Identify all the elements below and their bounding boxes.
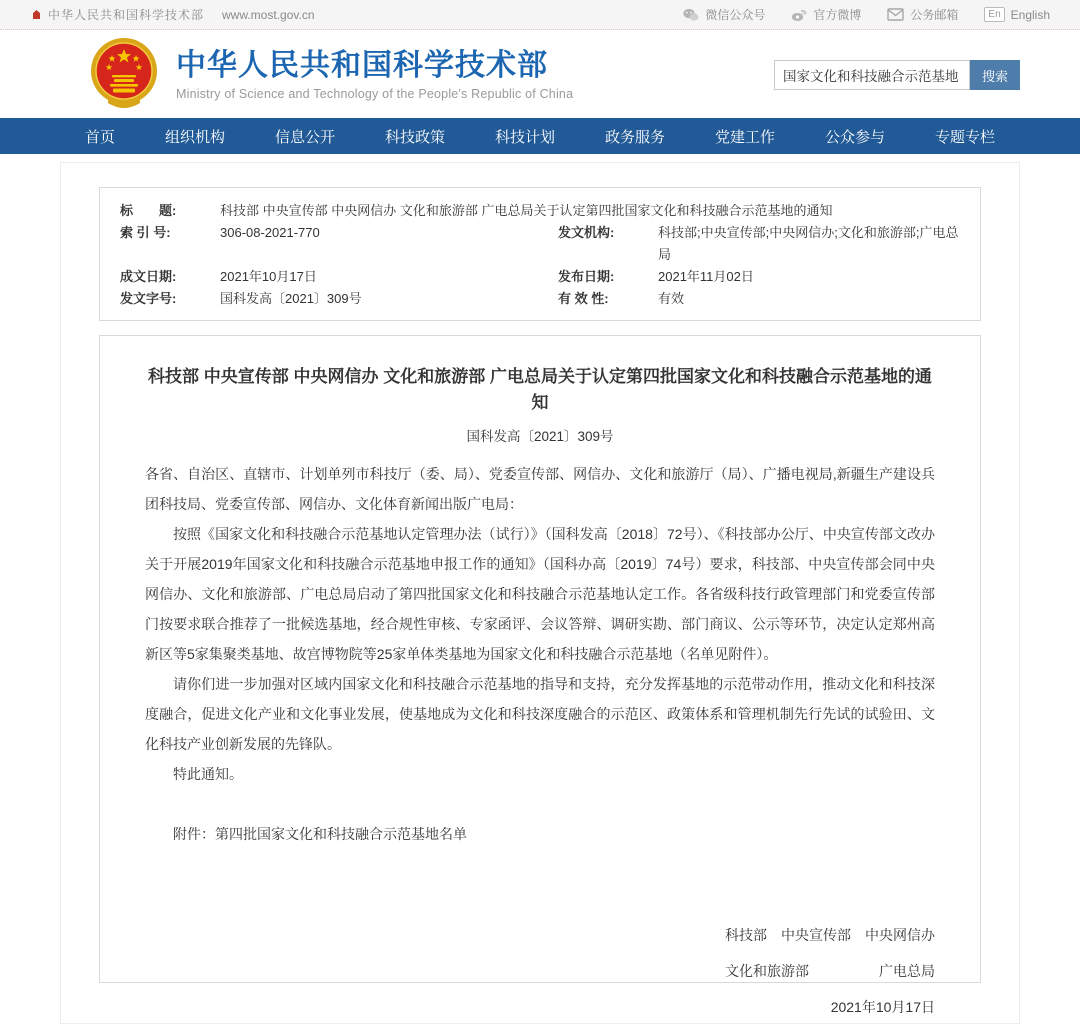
meta-org-value: 科技部;中央宣传部;中央网信办;文化和旅游部;广电总局 [658, 225, 959, 262]
nav-item-info-disclosure[interactable]: 信息公开 [274, 128, 335, 146]
meta-title-value: 科技部 中央宣传部 中央网信办 文化和旅游部 广电总局关于认定第四批国家文化和科技融合示范基地的通知 [220, 203, 833, 218]
topbar-links [683, 6, 1050, 23]
meta-written-date-value: 2021年10月17日 [220, 269, 317, 284]
search-button[interactable]: 搜索 [970, 60, 1020, 90]
official-document [99, 335, 981, 1015]
meta-doc-number-label: 发文字号: [120, 291, 177, 306]
english-label: English [1010, 7, 1050, 22]
search-input[interactable] [774, 60, 970, 90]
paragraph-notice: 特此通知。 [173, 766, 243, 782]
content-panel [60, 162, 1020, 1024]
english-link[interactable] [984, 7, 1050, 22]
nav-item-public-participation[interactable]: 公众参与 [824, 128, 885, 146]
site-marker-icon [33, 10, 40, 19]
main-content [0, 154, 1080, 1024]
signature-line-2: 文化和旅游部 广电总局 [725, 963, 935, 979]
brand-text [176, 47, 573, 102]
site-header [0, 30, 1080, 118]
meta-index-value: 306-08-2021-770 [220, 225, 320, 240]
nav-item-home[interactable]: 首页 [84, 128, 115, 146]
paragraph-salutation: 各省、自治区、直辖市、计划单列市科技厅（委、局）、党委宣传部、网信办、文化和旅游厅（局）、广播电视局,新疆生产建设兵团科技局、党委宣传部、网信办、文化体育新闻出版广电局： [145, 466, 935, 512]
meta-publish-date-label: 发布日期: [558, 269, 615, 284]
ministry-title: 中华人民共和国科学技术部 [176, 48, 548, 82]
meta-doc-number-value: 国科发高〔2021〕309号 [220, 291, 362, 306]
document-body [145, 459, 935, 789]
signature-line-1: 科技部 中央宣传部 中央网信办 [725, 927, 935, 943]
weibo-link[interactable] [791, 6, 861, 23]
meta-row-dates [120, 266, 960, 288]
nav-item-sci-policy[interactable]: 科技政策 [384, 128, 445, 146]
nav-item-sci-programs[interactable]: 科技计划 [494, 128, 555, 146]
wechat-icon [683, 8, 699, 22]
site-name: 中华人民共和国科学技术部 [48, 8, 205, 22]
topbar-site-info [33, 6, 315, 23]
nav-item-organization[interactable]: 组织机构 [164, 128, 225, 146]
nav-item-special-topics[interactable]: 专题专栏 [934, 128, 995, 146]
meta-written-date-label: 成文日期: [120, 269, 177, 284]
wechat-link[interactable] [683, 6, 765, 23]
meta-publish-date-value: 2021年11月02日 [658, 269, 754, 284]
main-navbar [0, 118, 1080, 154]
document-number: 国科发高〔2021〕309号 [466, 429, 614, 444]
paragraph-request: 请你们进一步加强对区域内国家文化和科技融合示范基地的指导和支持，充分发挥基地的示范带动作用，推动文化和科技深度融合，促进文化产业和文化事业发展，使基地成为文化和科技深度融合的示范区、政策体系和管理机制先行先试的试验田、文化科技产业创新发展的先锋队。 [145, 676, 935, 752]
ministry-subtitle: Ministry of Science and Technology of the People's Republic of China [176, 87, 574, 102]
meta-org-label: 发文机构: [558, 225, 615, 240]
mail-link[interactable] [887, 6, 958, 23]
national-emblem [88, 37, 160, 111]
nav-item-party-building[interactable]: 党建工作 [714, 128, 775, 146]
document-metadata-table [99, 187, 981, 321]
signature-block [145, 917, 935, 1025]
meta-row-number [120, 288, 960, 310]
mail-icon [887, 8, 904, 21]
wechat-label: 微信公众号 [705, 8, 766, 22]
attachment-line: 附件：第四批国家文化和科技融合示范基地名单 [173, 826, 467, 842]
meta-title-label: 标 题: [120, 203, 177, 218]
meta-validity-value: 有效 [658, 291, 685, 306]
top-utility-bar [0, 0, 1080, 30]
en-icon: En [984, 7, 1004, 22]
mail-label: 公务邮箱 [910, 8, 959, 22]
nav-item-gov-services[interactable]: 政务服务 [604, 128, 665, 146]
meta-row-index [120, 222, 960, 266]
document-title: 科技部 中央宣传部 中央网信办 文化和旅游部 广电总局关于认定第四批国家文化和科技融合示范基地的通知 [148, 367, 932, 412]
meta-validity-label: 有 效 性: [558, 291, 609, 306]
signature-date: 2021年10月17日 [830, 999, 935, 1015]
paragraph-basis: 按照《国家文化和科技融合示范基地认定管理办法（试行）》（国科发高〔2018〕72号）、《科技部办公厅、中央宣传部文改办关于开展2019年国家文化和科技融合示范基地申报工作的通知》（国科办高〔2019〕74号）要求，科技部、中央宣传部会同中央网信办、文化和旅游部、广电总局启动了第四批国家文化和科技融合示范基地认定工作。各省级科技行政管理部门和党委宣传部门按要求联合推荐了一批候选基地，经合规性审核、专家函评、会议答辩、调研实勘、部门商议、公示等环节，决定认定郑州高新区等5家集聚类基地、故宫博物院等25家单体类基地为国家文化和科技融合示范基地（名单见附件）。 [145, 526, 935, 662]
weibo-label: 官方微博 [813, 8, 862, 22]
weibo-icon [791, 8, 807, 22]
meta-row-title [120, 200, 960, 222]
site-url: www.most.gov.cn [222, 7, 315, 22]
meta-index-label: 索 引 号: [120, 225, 171, 240]
search-area [774, 60, 1020, 90]
